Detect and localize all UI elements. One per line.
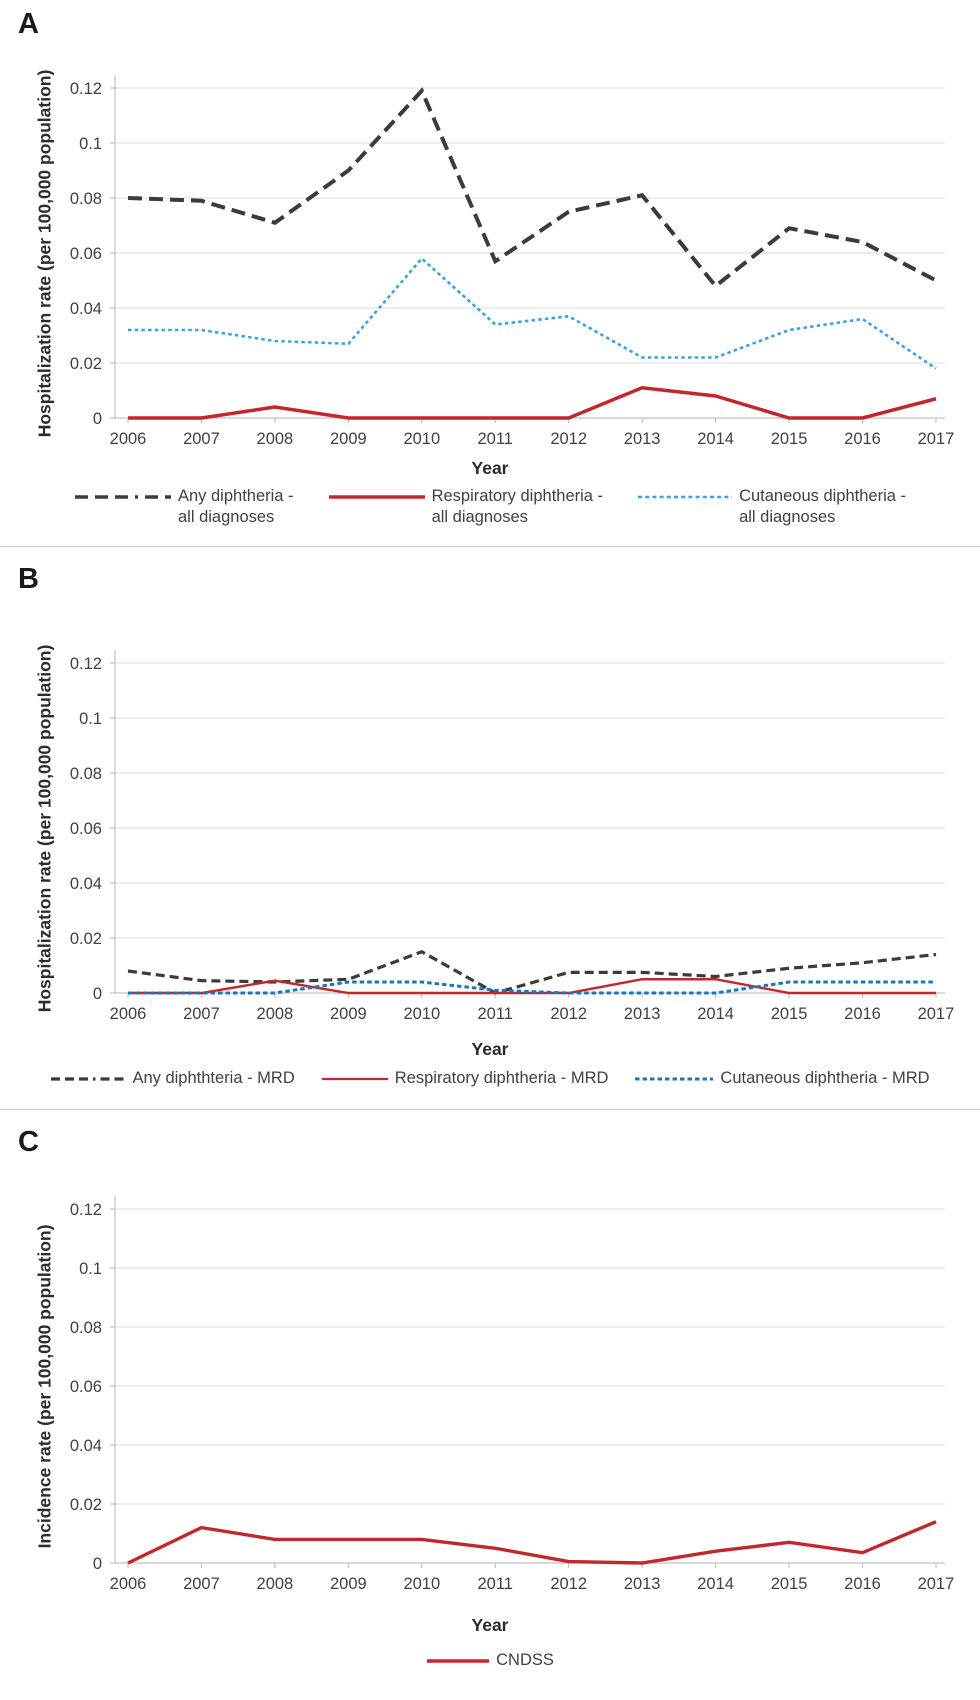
y-tick-label: 0.06: [69, 245, 102, 263]
y-tick-label: 0: [92, 410, 102, 428]
legend-entry-respiratory-all: [328, 486, 604, 528]
x-tick-label: 2014: [697, 430, 734, 448]
y-tick-label: 0.02: [69, 930, 102, 948]
legend-entry-cndss: [426, 1650, 554, 1671]
x-tick-label: 2016: [844, 430, 881, 448]
y-tick-label: 0.08: [69, 1319, 102, 1337]
x-tick-label: 2008: [256, 1575, 294, 1593]
x-tick-label: 2012: [550, 1005, 588, 1023]
chart-c-canvas: [0, 1191, 980, 1607]
legend-label: Cutaneous diphtheria - MRD: [720, 1069, 930, 1087]
y-tick-label: 0: [92, 985, 102, 1003]
x-tick-label: 2006: [109, 1005, 147, 1023]
dashed-line-sample-icon: [50, 1074, 126, 1084]
x-tick-label: 2013: [623, 430, 661, 448]
chart-b-canvas: [0, 645, 980, 1037]
legend-label: Respiratory diphtheria - MRD: [394, 1069, 609, 1087]
x-tick-label: 2008: [256, 1005, 294, 1023]
series-line-cndss: [128, 1522, 936, 1563]
y-tick-label: 0.12: [69, 80, 102, 98]
panel-b-legend: [0, 1068, 980, 1089]
x-tick-label: 2011: [477, 430, 513, 448]
x-tick-label: 2011: [477, 1575, 513, 1593]
x-tick-label: 2014: [697, 1005, 734, 1023]
panel-c-legend: [0, 1650, 980, 1671]
series-line-any-diphtheria-all-diagnoses: [128, 91, 936, 286]
x-tick-label: 2007: [183, 1575, 220, 1593]
panel-b-label: B: [18, 563, 40, 595]
panel-a: [0, 0, 980, 547]
series-line-any-diphthteria-mrd: [128, 952, 936, 993]
y-tick-label: 0.08: [69, 765, 102, 783]
legend-label: CNDSS: [496, 1651, 554, 1669]
legend-entry-any-diphtheria-mrd: [50, 1068, 294, 1089]
panel-a-y-axis-title: Hospitalization rate (per 100,000 population): [34, 69, 55, 437]
x-tick-label: 2009: [329, 1575, 367, 1593]
legend-entry-cutaneous-mrd: [634, 1068, 929, 1089]
y-tick-label: 0.06: [69, 820, 102, 838]
legend-entry-respiratory-mrd: [321, 1068, 609, 1089]
y-tick-label: 0.1: [79, 710, 102, 728]
y-tick-label: 0.06: [69, 1378, 102, 1396]
x-tick-label: 2013: [623, 1005, 661, 1023]
y-tick-label: 0.1: [79, 1260, 102, 1278]
solid-line-sample-icon: [321, 1074, 389, 1084]
x-tick-label: 2011: [477, 1005, 513, 1023]
x-tick-label: 2012: [550, 1575, 588, 1593]
legend-entry-any-diphtheria-all: [74, 486, 294, 528]
legend-label: Any diphthteria - MRD: [132, 1069, 295, 1087]
x-tick-label: 2007: [183, 1005, 220, 1023]
x-tick-label: 2015: [770, 430, 808, 448]
panel-b-x-axis-title: Year: [471, 1039, 509, 1059]
y-tick-label: 0: [92, 1555, 102, 1573]
x-tick-label: 2008: [256, 430, 294, 448]
x-tick-label: 2009: [329, 1005, 367, 1023]
legend-label: Any diphtheria - all diagnoses: [177, 487, 294, 526]
legend-label: Cutaneous diphtheria - all diagnoses: [739, 487, 907, 526]
y-tick-label: 0.02: [69, 355, 102, 373]
solid-line-sample-icon: [328, 492, 426, 502]
panel-c-label: C: [18, 1126, 40, 1158]
x-tick-label: 2012: [550, 430, 588, 448]
x-tick-label: 2016: [844, 1575, 881, 1593]
legend-entry-cutaneous-all: [637, 486, 906, 528]
series-line-cutaneous-diphtheria-all-diagnoses: [128, 259, 936, 369]
y-tick-label: 0.08: [69, 190, 102, 208]
y-tick-label: 0.12: [69, 655, 102, 673]
x-tick-label: 2017: [917, 430, 955, 448]
y-tick-label: 0.12: [69, 1201, 102, 1219]
y-tick-label: 0.1: [79, 135, 102, 153]
chart-a-canvas: [0, 70, 980, 462]
x-tick-label: 2013: [623, 1575, 661, 1593]
y-tick-label: 0.04: [69, 1437, 102, 1455]
solid-line-sample-icon: [426, 1656, 490, 1666]
x-tick-label: 2009: [329, 430, 367, 448]
panel-a-label: A: [18, 8, 40, 40]
y-tick-label: 0.04: [69, 875, 102, 893]
x-tick-label: 2016: [844, 1005, 881, 1023]
x-tick-label: 2014: [697, 1575, 734, 1593]
x-tick-label: 2017: [917, 1005, 955, 1023]
x-tick-label: 2015: [770, 1575, 808, 1593]
panel-a-x-axis-title: Year: [471, 458, 509, 478]
x-tick-label: 2007: [183, 430, 220, 448]
series-line-respiratory-diphtheria-all-diagnoses: [128, 388, 936, 418]
x-tick-label: 2010: [403, 1005, 441, 1023]
panel-c-y-axis-title: Incidence rate (per 100,000 population): [34, 1224, 55, 1548]
x-tick-label: 2010: [403, 430, 441, 448]
dashed-line-sample-icon: [74, 492, 172, 502]
x-tick-label: 2006: [109, 430, 147, 448]
panel-b: [0, 547, 980, 1110]
x-tick-label: 2017: [917, 1575, 955, 1593]
y-tick-label: 0.02: [69, 1496, 102, 1514]
panel-c-x-axis-title: Year: [471, 1615, 509, 1635]
x-tick-label: 2015: [770, 1005, 808, 1023]
panel-a-legend: [0, 486, 980, 528]
dotted-line-sample-icon: [634, 1074, 714, 1084]
dotted-line-sample-icon: [637, 492, 733, 502]
x-tick-label: 2010: [403, 1575, 441, 1593]
x-tick-label: 2006: [109, 1575, 147, 1593]
panel-b-y-axis-title: Hospitalization rate (per 100,000 population): [34, 644, 55, 1012]
panel-c: [0, 1110, 980, 1700]
legend-label: Respiratory diphtheria - all diagnoses: [431, 487, 604, 526]
y-tick-label: 0.04: [69, 300, 102, 318]
